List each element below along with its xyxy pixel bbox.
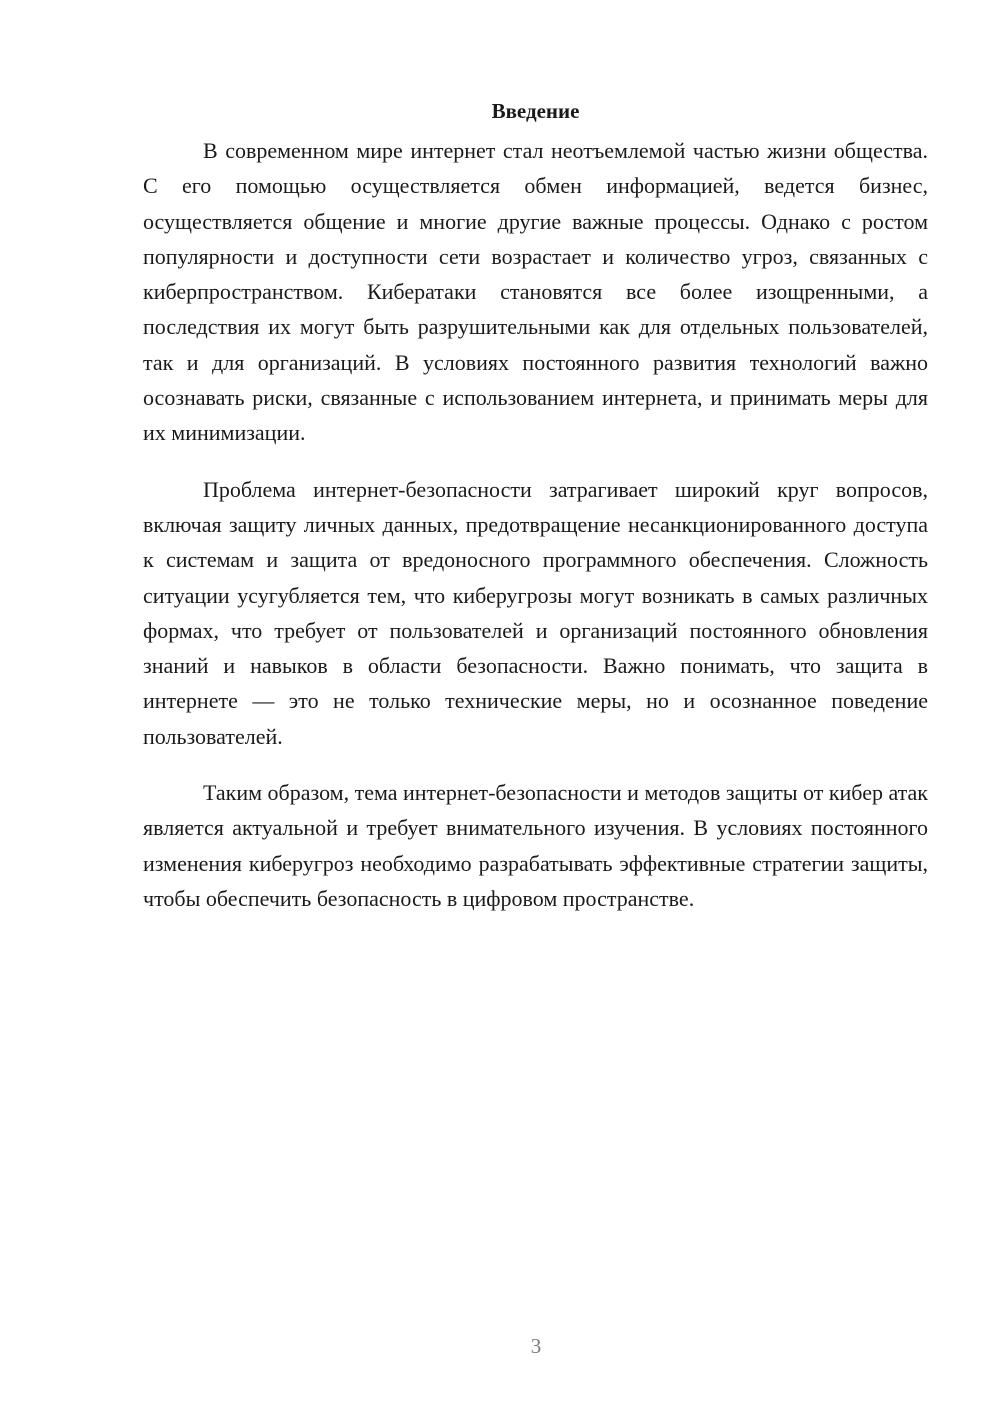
paragraph-3: Таким образом, тема интернет-безопасности и методов защиты от кибер атак является актуальной и требует внимательного изучения. В условиях постоянного изменения киберугроз необходимо разрабатывать эффективные стратегии защиты, чтобы обеспечить безопасность в цифровом пространстве.	[143, 780, 928, 911]
page-number: 3	[530, 1334, 542, 1358]
paragraph-2: Проблема интернет-безопасности затрагивает широкий круг вопросов, включая защиту личных данных, предотвращение несанкционированного доступа к системам и защита от вредоносного программного обеспечения. Сложность ситуации усугубляется тем, что киберугрозы могут возникать в самых различных формах, что требует от пользователей и организаций постоянного обновления знаний и навыков в области безопасности. Важно понимать, что защита в интернете — это не только технические меры, но и осознанное поведение пользователей.	[143, 476, 928, 749]
page-content	[143, 97, 928, 916]
section-title: Введение	[491, 99, 580, 123]
paragraph-1: В современном мире интернет стал неотъемлемой частью жизни общества. С его помощью осуществляется обмен информацией, ведется бизнес, осуществляется общение и многие другие важные процессы. Однако с ростом популярности и доступности сети возрастает и количество угроз, связанных с киберпространством. Кибератаки становятся все более изощренными, а последствия их могут быть разрушительными как для отдельных пользователей, так и для организаций. В условиях постоянного развития технологий важно осознавать риски, связанные с использованием интернета, и принимать меры для их минимизации.	[143, 138, 928, 446]
